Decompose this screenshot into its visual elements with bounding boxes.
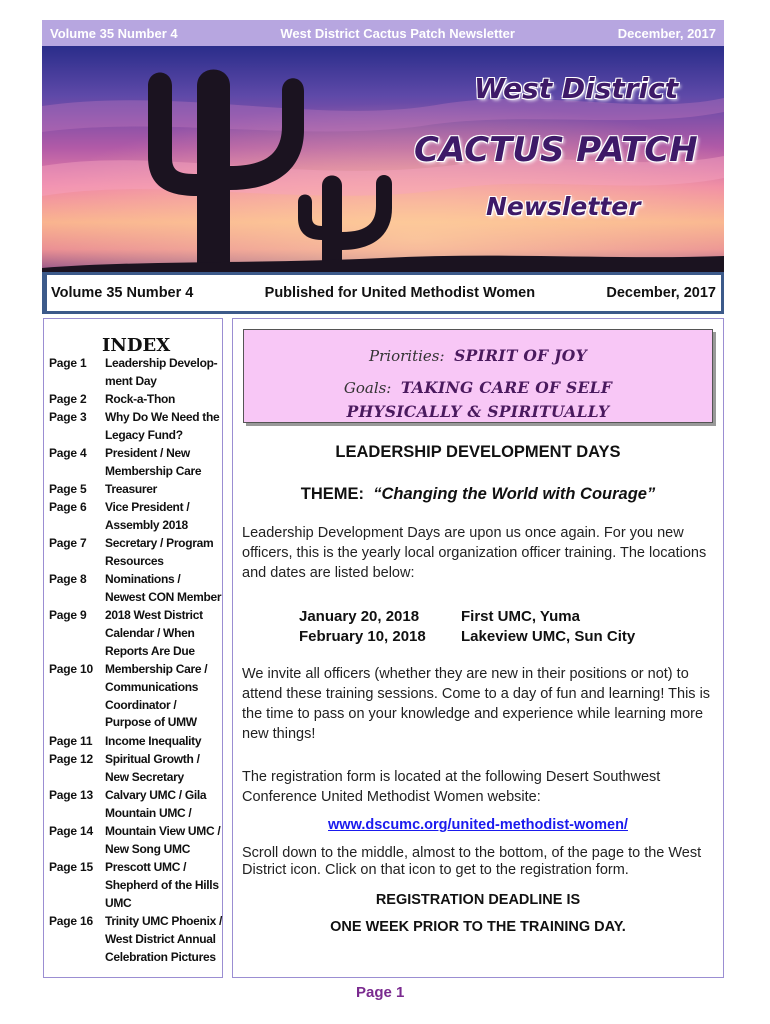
article-heading: LEADERSHIP DEVELOPMENT DAYS <box>335 443 621 461</box>
priorities-box <box>243 329 713 423</box>
place-1: First UMC, Yuma <box>461 608 580 625</box>
banner-line-1: West District <box>474 72 679 105</box>
goals-row-2 <box>244 402 712 421</box>
registration-paragraph: The registration form is located at the following Desert Southwest Conference United Methodist Women website: <box>242 769 661 805</box>
banner-line-2: CACTUS PATCH <box>414 130 698 170</box>
index-title: INDEX <box>102 335 171 356</box>
invite-paragraph: We invite all officers (whether they are new in their positions or not) to attend these training sessions. Come to a day of fun and learning! This is the time to pass on your knowledge and experience while learning more new things! <box>242 666 711 742</box>
index-page-number: Page 16 <box>49 914 93 928</box>
index-entry-text: Leadership Develop- ment Day <box>105 356 218 388</box>
places-column <box>461 607 635 647</box>
deadline-line-1: REGISTRATION DEADLINE IS <box>375 892 581 908</box>
goals-label: Goals: <box>343 379 392 397</box>
scroll-paragraph: Scroll down to the middle, almost to the bottom, of the page to the West District icon. Click on that icon to get to the registration form. <box>242 845 702 878</box>
header-date: December, 2017 <box>617 25 716 41</box>
index-page-number: Page 13 <box>49 788 93 802</box>
index-entry-text: President / New Membership Care <box>105 446 202 478</box>
goals-value-1: TAKING CARE OF SELF <box>400 378 613 397</box>
index-page-number: Page 3 <box>49 410 87 424</box>
pub-publisher: Published for United Methodist Women <box>264 285 536 301</box>
index-panel <box>43 318 223 978</box>
publication-bar <box>42 272 724 314</box>
theme-line <box>233 485 723 504</box>
date-1: January 20, 2018 <box>299 608 420 625</box>
registration-link[interactable]: www.dscumc.org/united-methodist-women/ <box>328 817 628 833</box>
goals-row <box>244 378 712 397</box>
index-entry-text: Vice President / Assembly 2018 <box>105 500 190 532</box>
index-entry-text: 2018 West District Calendar / When Reports Are Due <box>105 608 203 658</box>
index-page-number: Page 8 <box>49 572 87 586</box>
pub-date: December, 2017 <box>606 285 716 301</box>
index-page-number: Page 9 <box>49 608 87 622</box>
index-entry-text: Secretary / Program Resources <box>105 536 214 568</box>
place-2: Lakeview UMC, Sun City <box>461 628 636 645</box>
dates-column <box>299 607 426 647</box>
index-page-number: Page 14 <box>49 824 93 838</box>
cactus-banner <box>42 46 724 272</box>
priorities-label: Priorities: <box>369 347 445 365</box>
index-entry-text: Trinity UMC Phoenix / West District Annual Celebration Pictures <box>105 914 223 964</box>
index-entry-text: Spiritual Growth / New Secretary <box>105 752 200 784</box>
intro-paragraph: Leadership Development Days are upon us once again. For you new officers, this is the yearly local organization officer training. The locations and dates are listed below: <box>242 525 707 581</box>
index-page-number: Page 6 <box>49 500 87 514</box>
index-entry-text: Why Do We Need the Legacy Fund? <box>105 410 220 442</box>
index-page-number: Page 2 <box>49 392 87 406</box>
index-entry-text: Rock-a-Thon <box>105 392 176 406</box>
priorities-row <box>244 346 712 365</box>
index-entry-text: Mountain View UMC / New Song UMC <box>105 824 221 856</box>
theme-value: “Changing the World with Courage” <box>373 485 656 503</box>
index-entry-text: Treasurer <box>105 482 158 496</box>
index-page-number: Page 15 <box>49 860 93 874</box>
index-page-number: Page 4 <box>49 446 87 460</box>
pub-volume: Volume 35 Number 4 <box>51 285 194 301</box>
index-entry-text: Income Inequality <box>105 734 202 748</box>
index-page-number: Page 12 <box>49 752 93 766</box>
index-entry-text: Membership Care / Communications Coordinator / Purpose of UMW <box>105 662 208 730</box>
main-article <box>232 318 724 978</box>
deadline-line-2: ONE WEEK PRIOR TO THE TRAINING DAY. <box>330 919 626 935</box>
page-number: Page 1 <box>356 984 405 1001</box>
index-page-number: Page 11 <box>49 734 93 748</box>
index-page-number: Page 10 <box>49 662 93 676</box>
header-volume: Volume 35 Number 4 <box>50 25 178 41</box>
header-title: West District Cactus Patch Newsletter <box>280 25 515 41</box>
index-page-number: Page 7 <box>49 536 87 550</box>
index-entry-text: Prescott UMC / Shepherd of the Hills UMC <box>105 860 219 910</box>
theme-label: THEME: <box>300 485 365 503</box>
top-header-bar <box>42 20 724 46</box>
date-2: February 10, 2018 <box>299 628 426 645</box>
index-page-number: Page 5 <box>49 482 87 496</box>
index-entry-text: Nominations / Newest CON Member <box>105 572 222 604</box>
priorities-value: SPIRIT OF JOY <box>454 346 587 365</box>
banner-line-3: Newsletter <box>486 192 641 221</box>
goals-value-2: PHYSICALLY & SPIRITUALLY <box>346 402 610 421</box>
index-entry-text: Calvary UMC / Gila Mountain UMC / <box>105 788 207 820</box>
index-page-number: Page 1 <box>49 356 87 370</box>
